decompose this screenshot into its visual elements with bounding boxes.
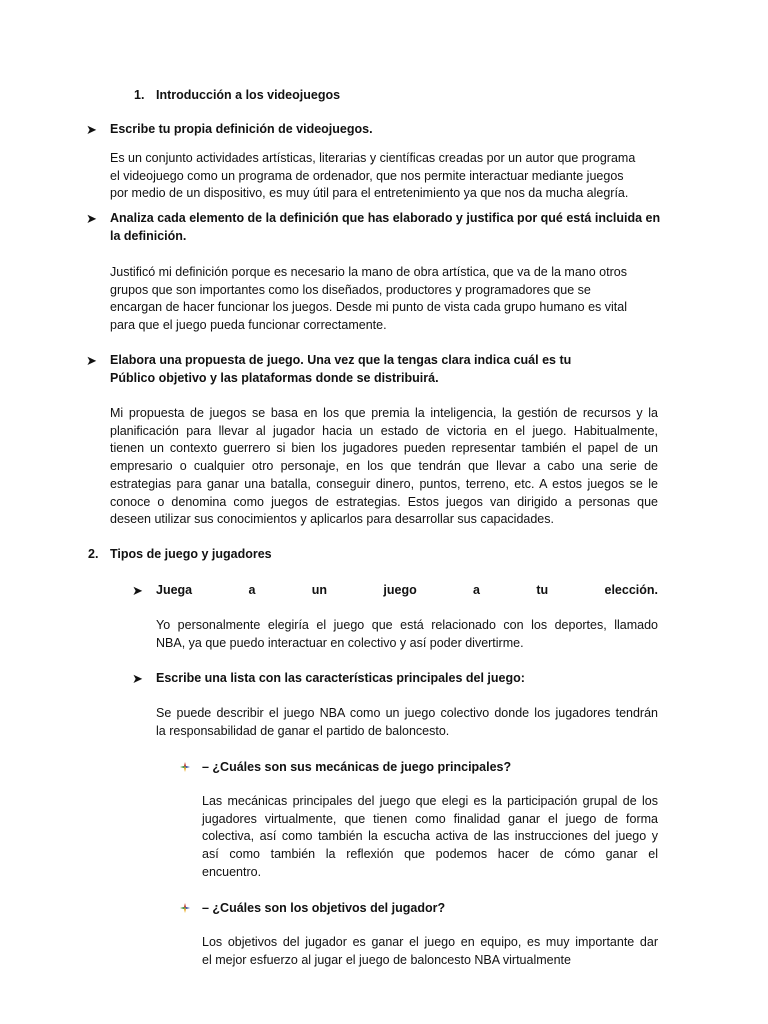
answer-line: grupos que son importantes como los diseñados, productores y programadores que se — [110, 282, 591, 297]
colored-diamond-bullet-icon — [180, 762, 190, 772]
answer-line: Las mecánicas principales del juego que elegi es la participación grupal de los — [202, 794, 658, 808]
answer-objectives — [202, 934, 658, 969]
arrowhead-bullet-icon: ➤ — [132, 583, 143, 598]
question-proposal — [110, 352, 670, 387]
answer-line: el mejor esfuerzo al jugar el juego de baloncesto NBA virtualmente — [202, 952, 571, 967]
answer-definition — [110, 150, 658, 203]
question-line: Analiza cada elemento de la definición que has elaborado y justifica por qué está incluida en — [110, 211, 661, 225]
question-line: la definición. — [110, 228, 187, 243]
answer-line: jugadores virtualmente, que tienen como finalidad ganar el juego de forma — [202, 811, 658, 826]
question-definition: Escribe tu propia definición de videojuegos. — [110, 122, 373, 136]
question-line: Público objetivo y las plataformas donde se distribuirá. — [110, 370, 439, 385]
answer-line: conoce o denomina como juegos de estrategias. Estos juegos van dirigido a personas que — [110, 494, 658, 509]
section-2-title: Tipos de juego y jugadores — [110, 547, 272, 561]
question-characteristics: Escribe una lista con las características principales del juego: — [156, 671, 525, 685]
arrowhead-bullet-icon: ➤ — [86, 211, 97, 226]
section-1-title: Introducción a los videojuegos — [156, 88, 341, 102]
answer-line: para que el juego pueda funcionar correctamente. — [110, 318, 387, 333]
answer-line: así como también la reflexión que podemos hacer de cómo ganar el — [202, 847, 658, 862]
answer-proposal — [110, 405, 658, 529]
answer-line: planificación para llevar al jugador hacia un estado de victoria en el juego. Habitualmente, — [110, 423, 658, 438]
arrowhead-bullet-icon: ➤ — [132, 671, 143, 686]
arrowhead-bullet-icon: ➤ — [86, 122, 97, 137]
answer-line: encargan de hacer funcionar los juegos. Desde mi punto de vista cada grupo humano es vital — [110, 300, 627, 315]
sub-question-objectives: – ¿Cuáles son los objetivos del jugador? — [202, 901, 446, 915]
question-line: Elabora una propuesta de juego. Una vez que la tengas clara indica cuál es tu — [110, 353, 572, 367]
answer-line: el videojuego como un programa de ordenador, que nos permite interactuar mediante juegos — [110, 168, 624, 183]
question-analyze — [110, 210, 670, 245]
answer-line: encuentro. — [202, 864, 262, 879]
answer-line: Mi propuesta de juegos se basa en los que premia la inteligencia, la gestión de recursos y la — [110, 406, 658, 420]
answer-line: Se puede describir el juego NBA como un juego colectivo donde los jugadores tendrán — [156, 706, 658, 720]
answer-line: empresario o cualquier otro personaje, en los que tendrán que llevar a cabo una serie de — [110, 459, 658, 474]
section-2-number: 2. — [88, 547, 99, 561]
answer-line: Justificó mi definición porque es necesario la mano de obra artística, que va de la mano otros — [110, 265, 627, 279]
section-1-number: 1. — [134, 88, 145, 102]
answer-line: estrategias para ganar una batalla, conseguir dinero, puntos, terreno, etc. A estos juegos se le — [110, 476, 658, 491]
answer-line: deseen utilizar sus conocimientos y aplicarlos para desarrollar sus capacidades. — [110, 512, 554, 527]
answer-analyze — [110, 264, 658, 335]
answer-line: la responsabilidad de ganar el partido de baloncesto. — [156, 723, 450, 738]
answer-line: Es un conjunto actividades artísticas, literarias y científicas creadas por un autor que programa — [110, 151, 636, 165]
answer-line: NBA, ya que puedo interactuar en colectivo y así poder divertirme. — [156, 635, 524, 650]
answer-line: colectiva, así como también la escucha activa de las instrucciones del juego y — [202, 829, 658, 844]
answer-line: Los objetivos del jugador es ganar el juego en equipo, es muy importante dar — [202, 935, 658, 949]
question-play-game: Juega a un juego a tu elección. — [156, 583, 658, 597]
answer-line: tienen un contexto guerrero si bien los jugadores pueden representar también el papel de un — [110, 441, 658, 456]
answer-mechanics — [202, 793, 658, 882]
colored-diamond-bullet-icon — [180, 903, 190, 913]
answer-line: por medio de un dispositivo, es muy útil para el entretenimiento ya que nos da mucha alegría. — [110, 186, 629, 201]
sub-question-mechanics: – ¿Cuáles son sus mecánicas de juego principales? — [202, 760, 512, 774]
answer-play-game — [156, 617, 658, 652]
arrowhead-bullet-icon: ➤ — [86, 353, 97, 368]
answer-characteristics — [156, 705, 658, 740]
answer-line: Yo personalmente elegiría el juego que está relacionado con los deportes, llamado — [156, 618, 658, 632]
